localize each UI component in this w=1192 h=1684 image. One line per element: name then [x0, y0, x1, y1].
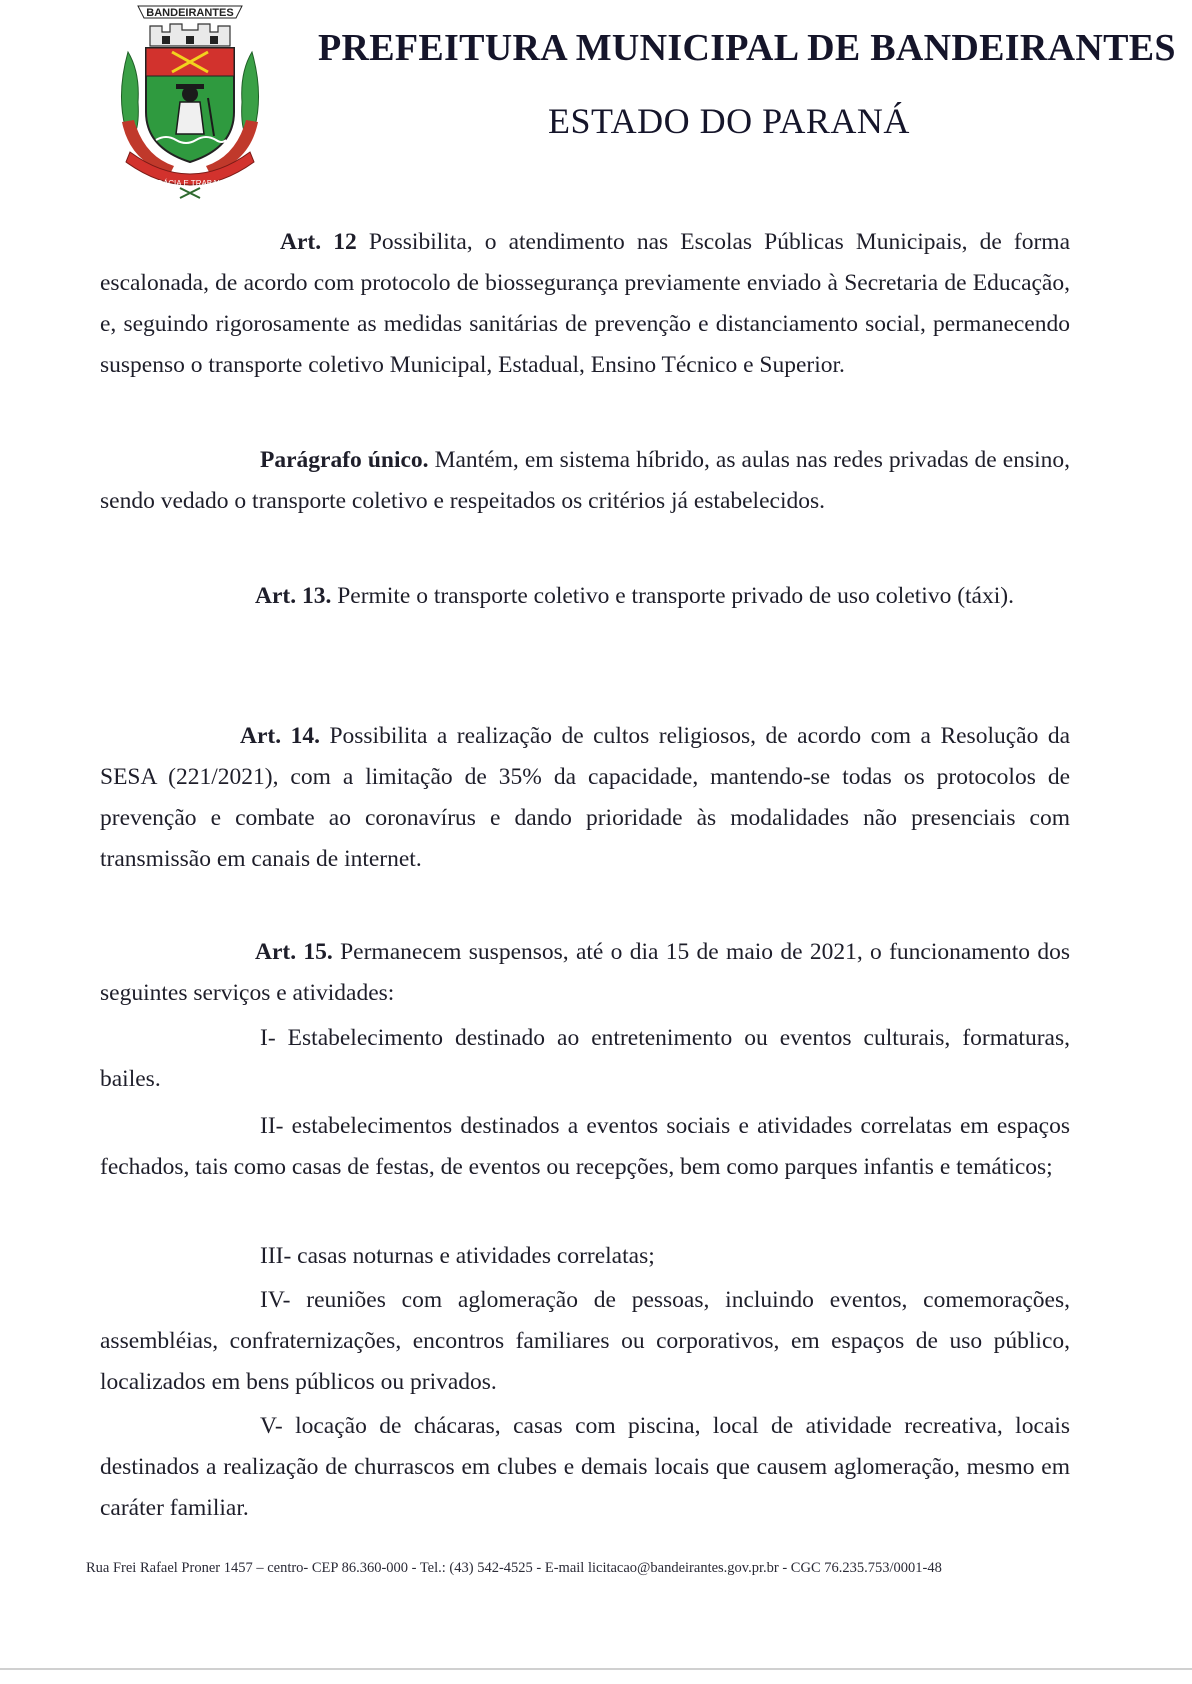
article-13-label: Art. 13. — [255, 583, 332, 609]
article-12 — [100, 222, 1070, 386]
svg-text:BANDEIRANTES: BANDEIRANTES — [146, 7, 234, 19]
article-12-text: Possibilita, o atendimento nas Escolas Públicas Municipais, de forma escalonada, de acordo com protocolo de biossegurança previamente enviado à Secretaria de Educação, e, seguindo rigorosamente as medidas sanitárias de prevenção e distanciamento social, permanecendo suspenso o transporte coletivo Municipal, Estadual, Ensino Técnico e Superior. — [100, 229, 1071, 378]
article-12-label: Art. 12 — [280, 229, 357, 255]
article-15-label: Art. 15. — [255, 939, 333, 965]
header-title: PREFEITURA MUNICIPAL DE BANDEIRANTES — [318, 27, 1176, 69]
inciso-i: I- Estabelecimento destinado ao entretenimento ou eventos culturais, formaturas, bailes. — [100, 1025, 1070, 1092]
article-14-text: Possibilita a realização de cultos religiosos, de acordo com a Resolução da SESA (221/2021), com a limitação de 35% da capacidade, mantendo-se todas os protocolos de prevenção e combate ao coronavírus e dando prioridade às modalidades não presenciais com transmissão em canais de internet. — [100, 723, 1070, 872]
article-13 — [100, 576, 1070, 617]
bottom-divider — [0, 1668, 1192, 1670]
svg-text:AUDÁCIA E TRABALHO: AUDÁCIA E TRABALHO — [146, 179, 234, 188]
paragrafo-unico-label: Parágrafo único. — [260, 447, 429, 473]
paragrafo-unico — [100, 440, 1070, 522]
inciso-iii: III- casas noturnas e atividades correlatas; — [260, 1243, 655, 1269]
header-subtitle: ESTADO DO PARANÁ — [548, 101, 910, 141]
footer-address: Rua Frei Rafael Proner 1457 – centro- CEP 86.360-000 - Tel.: (43) 542-4525 - E-mail licitacao@bandeirantes.gov.pr.br - CGC 76.235.753/0001-48 — [86, 1560, 942, 1576]
inciso-ii: II- estabelecimentos destinados a eventos sociais e atividades correlatas em espaços fechados, tais como casas de festas, de eventos ou recepções, bem como parques infantis e temáticos; — [100, 1113, 1070, 1180]
paragrafo-unico-text: Mantém, em sistema híbrido, as aulas nas redes privadas de ensino, sendo vedado o transporte coletivo e respeitados os critérios já estabelecidos. — [100, 447, 1070, 514]
article-15 — [100, 932, 1070, 1014]
article-15-text: Permanecem suspensos, até o dia 15 de maio de 2021, o funcionamento dos seguintes serviços e atividades: — [100, 939, 1070, 1006]
article-13-text: Permite o transporte coletivo e transporte privado de uso coletivo (táxi). — [331, 583, 1014, 609]
article-14-label: Art. 14. — [240, 723, 320, 749]
article-14 — [100, 716, 1070, 880]
inciso-v: V- locação de chácaras, casas com piscina, local de atividade recreativa, locais destinados a realização de churrascos em clubes e demais locais que causem aglomeração, mesmo em caráter familiar. — [100, 1413, 1070, 1521]
inciso-iv: IV- reuniões com aglomeração de pessoas, incluindo eventos, comemorações, assembléias, confraternizações, encontros familiares ou corporativos, em espaços de uso público, localizados em bens públicos ou privados. — [100, 1287, 1070, 1395]
municipal-crest — [110, 2, 270, 200]
